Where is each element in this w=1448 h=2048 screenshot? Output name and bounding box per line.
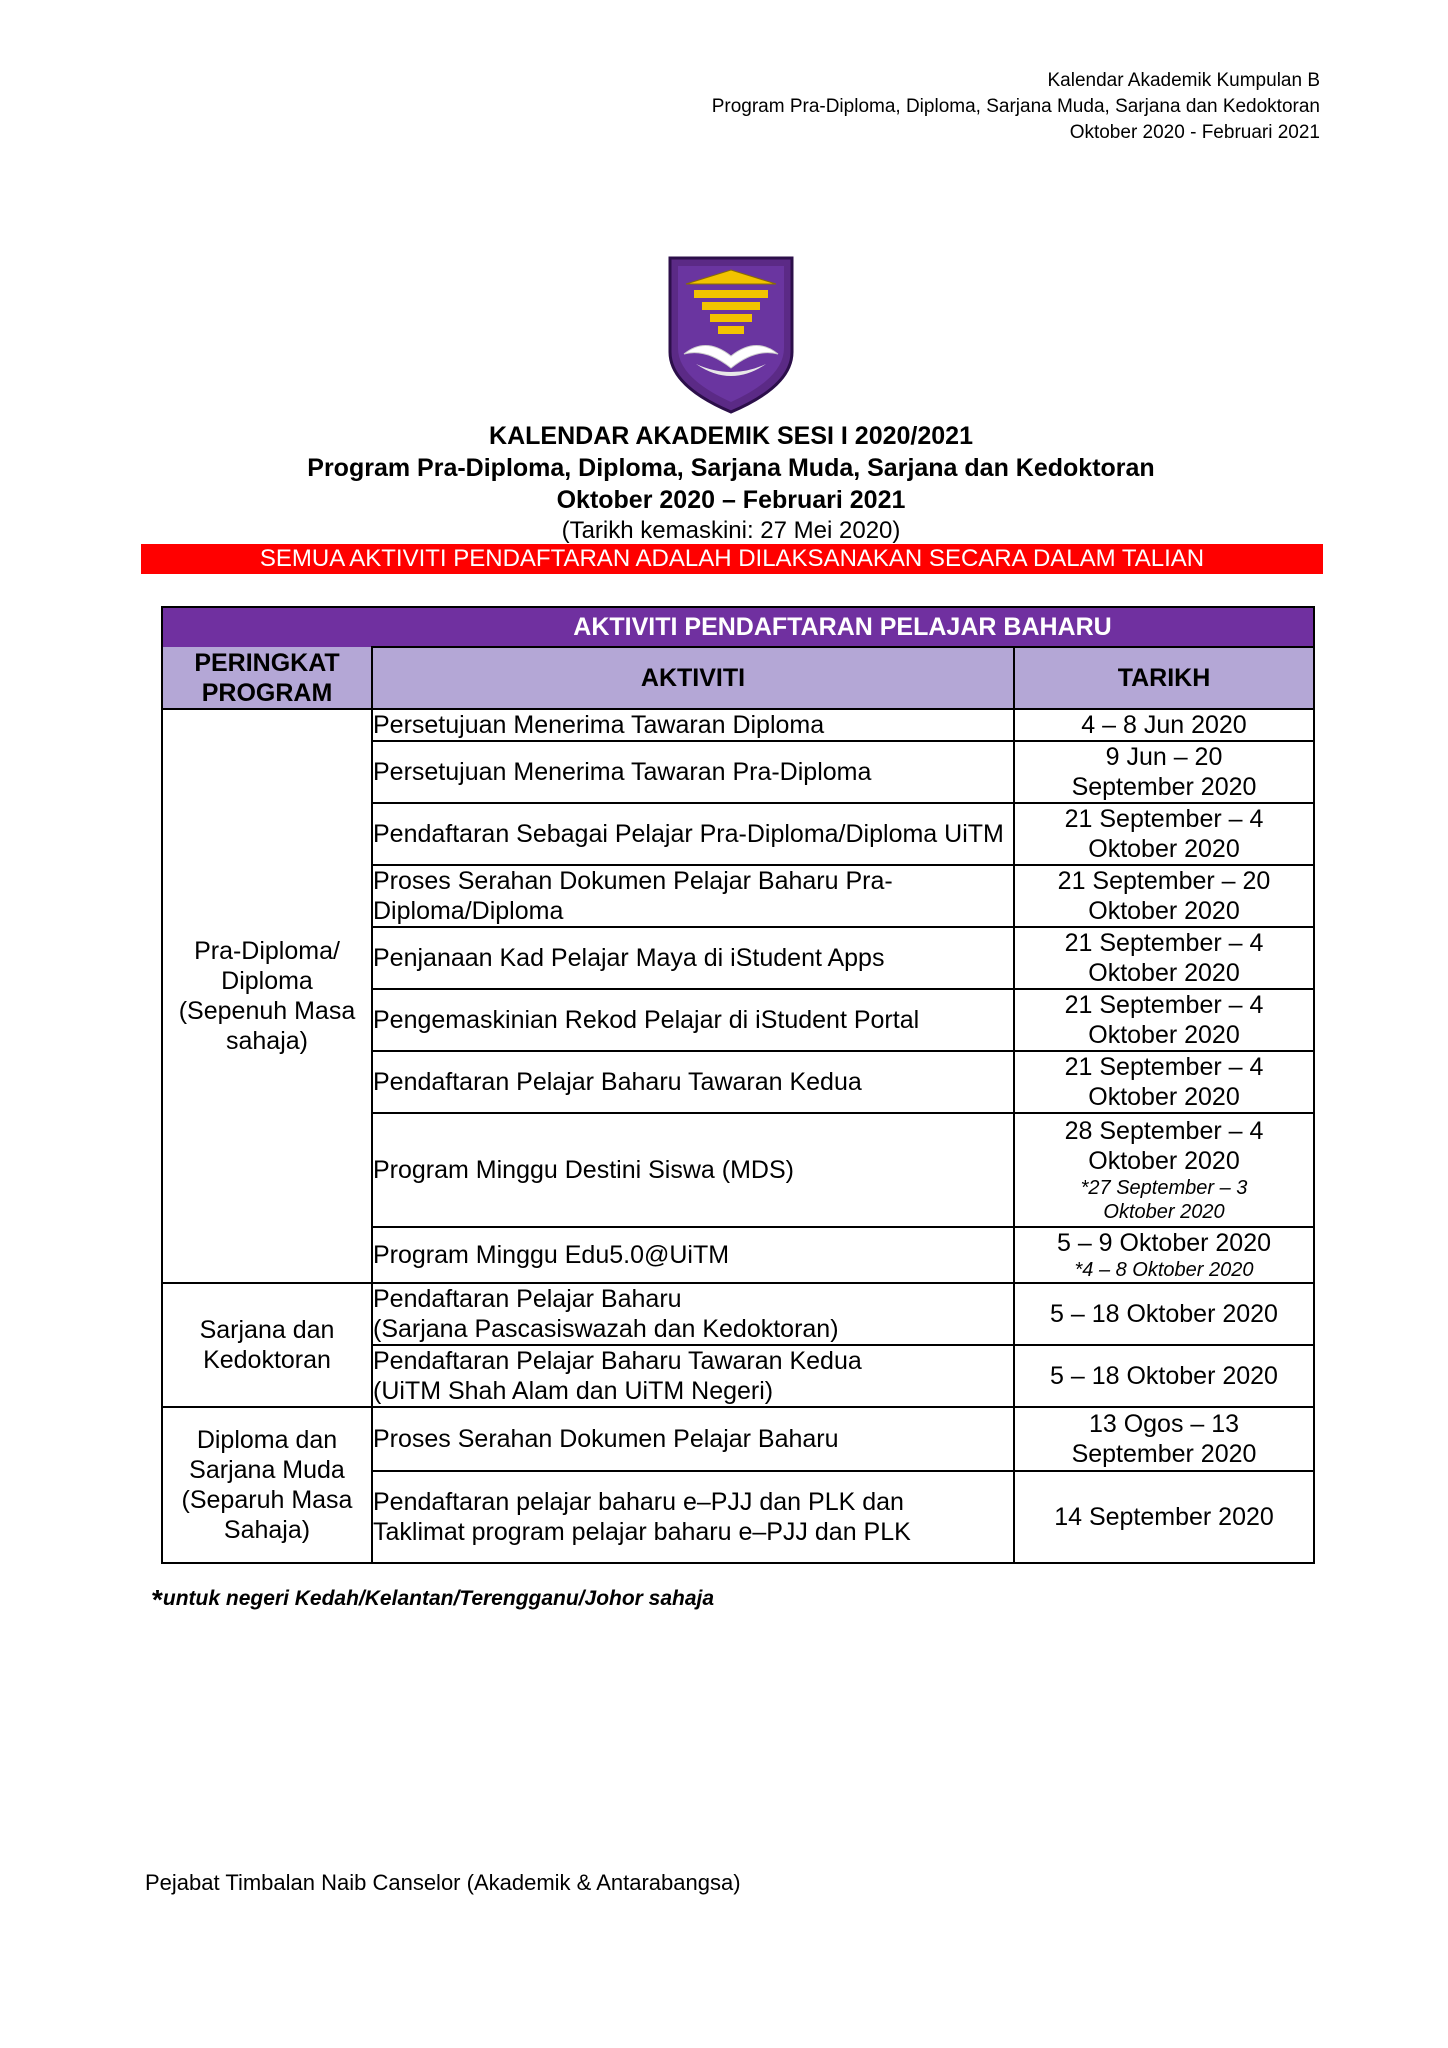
- activity-cell: Pendaftaran Pelajar Baharu Tawaran Kedua: [372, 1051, 1014, 1113]
- activity-cell: Pengemaskinian Rekod Pelajar di iStudent Portal: [372, 989, 1014, 1051]
- date-text: 28 September – 4 Oktober 2020: [1064, 1117, 1264, 1175]
- main-title: KALENDAR AKADEMIK SESI I 2020/2021: [489, 422, 973, 450]
- date-note: *27 September – 3 Oktober 2020: [1080, 1177, 1248, 1223]
- activity-cell: [372, 1345, 1014, 1407]
- activity-cell: Proses Serahan Dokumen Pelajar Baharu Pra-Diploma/Diploma: [372, 865, 1014, 927]
- uitm-logo-icon: [666, 256, 796, 414]
- header-line-2: Program Pra-Diploma, Diploma, Sarjana Muda, Sarjana dan Kedoktoran: [711, 96, 1320, 117]
- table-header-row: [162, 647, 1314, 709]
- date-note: *4 – 8 Oktober 2020: [1074, 1259, 1254, 1281]
- activity-line: Pendaftaran Pelajar Baharu Tawaran Kedua: [373, 1347, 862, 1375]
- online-registration-banner: SEMUA AKTIVITI PENDAFTARAN ADALAH DILAKSANAKAN SECARA DALAM TALIAN: [141, 544, 1323, 574]
- date-cell: 21 September – 20 Oktober 2020: [1014, 865, 1314, 927]
- table-row: [162, 1407, 1314, 1471]
- date-cell: 13 Ogos – 13 September 2020: [1014, 1407, 1314, 1471]
- table-title-row: [162, 607, 1314, 647]
- date-cell: 21 September – 4 Oktober 2020: [1014, 989, 1314, 1051]
- program-title: Program Pra-Diploma, Diploma, Sarjana Muda, Sarjana dan Kedoktoran: [307, 454, 1155, 482]
- footnote-star: *: [152, 1584, 163, 1615]
- date-cell: 4 – 8 Jun 2020: [1014, 709, 1314, 741]
- header-line-3: Oktober 2020 - Februari 2021: [1069, 122, 1320, 143]
- col-activity: AKTIVITI: [372, 647, 1014, 709]
- table-title-spacer: [162, 607, 372, 647]
- program-cell: Pra-Diploma/ Diploma (Sepenuh Masa sahaja): [162, 709, 372, 1283]
- date-text: 5 – 9 Oktober 2020: [1056, 1229, 1272, 1257]
- program-cell: Diploma dan Sarjana Muda (Separuh Masa Sahaja): [162, 1407, 372, 1563]
- date-cell: 21 September – 4 Oktober 2020: [1014, 927, 1314, 989]
- updated-date: (Tarikh kemaskini: 27 Mei 2020): [561, 517, 901, 544]
- activity-cell: [372, 1283, 1014, 1345]
- page-footer: Pejabat Timbalan Naib Canselor (Akademik & Antarabangsa): [145, 1870, 741, 1895]
- col-program: PERINGKAT PROGRAM: [162, 647, 372, 709]
- table-row: [162, 1283, 1314, 1345]
- footnote: [152, 1584, 714, 1616]
- table-title: AKTIVITI PENDAFTARAN PELAJAR BAHARU: [372, 607, 1314, 647]
- activity-line: (Sarjana Pascasiswazah dan Kedoktoran): [373, 1315, 839, 1343]
- date-cell: [1014, 1227, 1314, 1283]
- date-cell: 5 – 18 Oktober 2020: [1014, 1283, 1314, 1345]
- registration-table: [161, 606, 1315, 1564]
- activity-cell: Program Minggu Destini Siswa (MDS): [372, 1113, 1014, 1227]
- period-title: Oktober 2020 – Februari 2021: [556, 486, 906, 514]
- activity-cell: Program Minggu Edu5.0@UiTM: [372, 1227, 1014, 1283]
- activity-cell: Persetujuan Menerima Tawaran Pra-Diploma: [372, 741, 1014, 803]
- activity-cell: Persetujuan Menerima Tawaran Diploma: [372, 709, 1014, 741]
- col-date: TARIKH: [1014, 647, 1314, 709]
- footnote-text: untuk negeri Kedah/Kelantan/Terengganu/Johor sahaja: [162, 1587, 715, 1610]
- date-cell: [1014, 1113, 1314, 1227]
- activity-cell: Proses Serahan Dokumen Pelajar Baharu: [372, 1407, 1014, 1471]
- activity-cell: Pendaftaran Sebagai Pelajar Pra-Diploma/Diploma UiTM: [372, 803, 1014, 865]
- date-cell: 21 September – 4 Oktober 2020: [1014, 1051, 1314, 1113]
- page-header: [712, 68, 1320, 146]
- document-titles: [140, 420, 1322, 546]
- date-cell: 5 – 18 Oktober 2020: [1014, 1345, 1314, 1407]
- table-row: [162, 709, 1314, 741]
- activity-cell: Penjanaan Kad Pelajar Maya di iStudent Apps: [372, 927, 1014, 989]
- activity-line: Pendaftaran Pelajar Baharu: [373, 1285, 682, 1313]
- date-cell: 14 September 2020: [1014, 1471, 1314, 1563]
- date-cell: 21 September – 4 Oktober 2020: [1014, 803, 1314, 865]
- date-cell: 9 Jun – 20 September 2020: [1014, 741, 1314, 803]
- header-line-1: Kalendar Akademik Kumpulan B: [1047, 70, 1320, 91]
- activity-cell: Pendaftaran pelajar baharu e–PJJ dan PLK dan Taklimat program pelajar baharu e–PJJ dan PLK: [372, 1471, 1014, 1563]
- activity-line: (UiTM Shah Alam dan UiTM Negeri): [373, 1377, 774, 1405]
- program-cell: Sarjana dan Kedoktoran: [162, 1283, 372, 1407]
